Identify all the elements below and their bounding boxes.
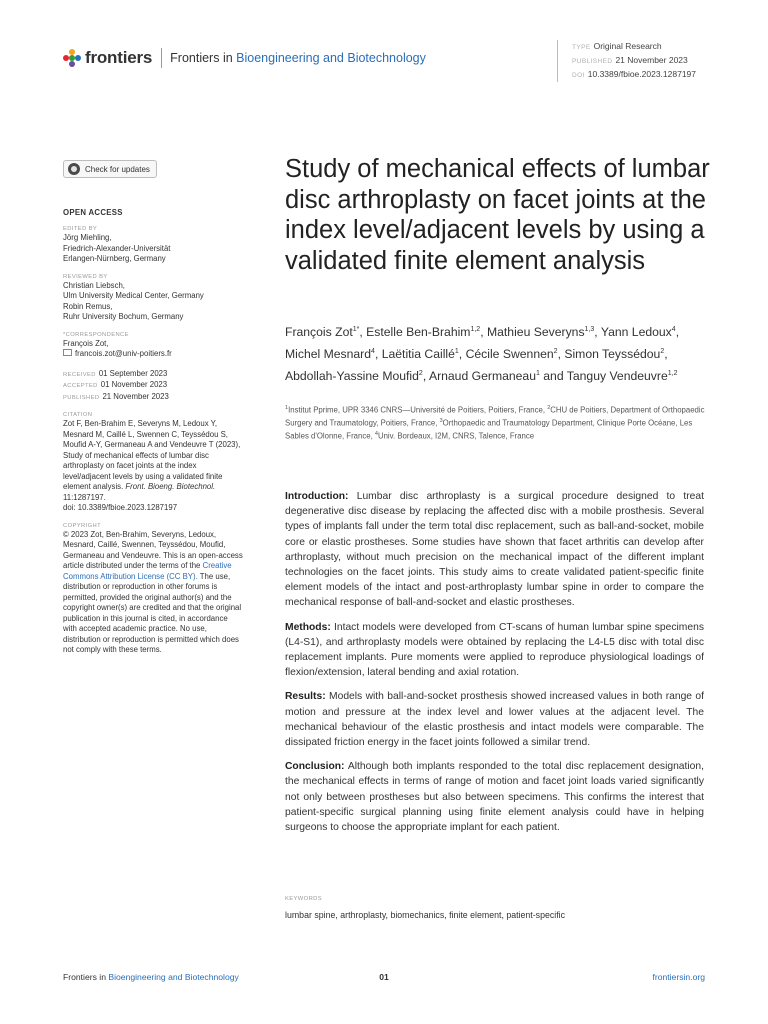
journal-prefix: Frontiers in xyxy=(170,51,237,65)
affiliation: Univ. Bordeaux, I2M, CNRS, Talence, France xyxy=(377,431,535,441)
author-sup: 4 xyxy=(371,348,375,356)
reviewed-by xyxy=(63,281,243,323)
abstract-introduction xyxy=(285,489,704,611)
affiliation-sup: 4 xyxy=(374,431,378,438)
author-name: Laëtitia Caillé xyxy=(381,347,455,362)
copyright-text: The use, distribution or reproduction in other forums is permitted, provided the original author(s) and the copyright owner(s) are credited and that the original publication in this journal is cited, in accordance with accepted academic practice. No use, distribution or reproduction is permitted which does not comply with these terms. xyxy=(63,571,242,654)
affiliation: CHU de Poitiers, Department of Orthopaedic Surgery and Traumatology, Poitiers, France, xyxy=(285,405,705,428)
author-sup: 1 xyxy=(454,348,459,356)
author-name: Estelle Ben-Brahim xyxy=(366,325,471,340)
correspondence-name: François Zot, xyxy=(63,338,109,348)
author[interactable] xyxy=(285,347,375,361)
abstract-label: Methods: xyxy=(285,621,331,633)
abstract-results xyxy=(285,689,704,750)
author[interactable] xyxy=(429,369,540,383)
affiliation: Orthopaedic and Traumatology Department, Clinique Porte Océane, Les Sables d'Olonne, France, xyxy=(285,418,693,441)
author-sup: 1,3 xyxy=(584,326,595,333)
reviewer-name: Christian Liebsch, xyxy=(63,280,125,290)
copyright xyxy=(63,530,243,656)
meta-value: 21 November 2023 xyxy=(615,55,688,65)
author[interactable] xyxy=(601,325,676,339)
header-divider xyxy=(161,48,162,68)
journal-title[interactable] xyxy=(170,51,426,65)
date-accepted xyxy=(63,380,243,392)
correspondence-email-row[interactable] xyxy=(63,349,243,360)
editor-affiliation: Friedrich-Alexander-Universität xyxy=(63,243,171,253)
edited-by-key: EDITED BY xyxy=(63,226,98,232)
reviewer-affiliation: Ulm University Medical Center, Germany xyxy=(63,291,204,300)
affiliations xyxy=(285,403,710,442)
meta-key: PUBLISHED xyxy=(572,58,613,65)
license-link[interactable]: Creative Commons Attribution License (CC BY). xyxy=(63,561,232,581)
meta-doi[interactable] xyxy=(572,68,696,82)
abstract-text: Intact models were developed from CT-scans of human lumbar spine specimens (L4-S1), and arthroplasty models were obtained by replacing the L4-L5 disc with total disc replacement implants. Pure moments were applied to reproduce physiological loadings of flexion/extension, lateral bending and axial rotation. xyxy=(285,621,704,679)
keywords: lumbar spine, arthroplasty, biomechanics, finite element, patient-specific xyxy=(285,910,566,920)
author[interactable] xyxy=(567,369,678,383)
author-sup: 1 xyxy=(535,370,540,378)
citation-doi[interactable]: doi: 10.3389/fbioe.2023.1287197 xyxy=(63,503,178,512)
author[interactable] xyxy=(466,347,558,361)
meta-value: Original Research xyxy=(593,41,662,51)
editor-name: Jörg Miehling, xyxy=(63,233,112,242)
author-name: Michel Mesnard xyxy=(285,347,372,362)
open-access-label: OPEN ACCESS xyxy=(63,208,123,217)
reviewer-affiliation: Ruhr University Bochum, Germany xyxy=(63,312,184,321)
author-sup: 1,2 xyxy=(470,326,481,333)
keywords-key: KEYWORDS xyxy=(285,896,323,902)
author-list: François Zot$^{1*}$, Estelle Ben-Brahim$^{1,2}$, Mathieu Severyns$^{1,3}$, Yann Ledoux$^4$, Michel Mesnard$^4$, Laëtitia Caillé$^1$, Cécile Swennen$^2$, Simon Teyssédou$^2$, Abdollah-Yassine Moufid$^2$, Arnaud Germaneau$^1$ and Tanguy Vendeuvre$^{1,2}$ xyxy=(285,325,680,384)
frontiers-logo[interactable] xyxy=(63,47,426,69)
citation xyxy=(63,419,243,514)
abstract xyxy=(285,489,704,844)
reviewed-by-key: REVIEWED BY xyxy=(63,273,108,280)
author-name: Yann Ledoux xyxy=(600,325,672,340)
doi-link[interactable]: 10.3389/fbioe.2023.1287197 xyxy=(587,69,697,79)
article-title: Study of mechanical effects of lumbar disc arthroplasty on facet joints at the index level/adjacent levels by using a validated finite element analysis xyxy=(285,155,710,275)
abstract-text: Lumbar disc arthroplasty is a surgical procedure designed to treat degenerative disc disease by replacing the affected disc with a mobile prosthesis. Several types of implants fall under the term total disc replacement, such as ball-and-socket, mobile core or elastic prostheses. Some studies have shown that facet arthritis can develop after arthroplasty, without much precision on the mechanical impact of the different implant technologies on the facet joints. This study aims to create validated patient-specific finite element models of the intact and post-arthroplasty lumbar spine in order to compare the mechanical response of ball-and-socket and elastic prostheses. xyxy=(285,491,704,609)
abstract-conclusion xyxy=(285,759,704,835)
meta-published xyxy=(572,54,696,68)
editor-affiliation: Erlangen-Nürnberg, Germany xyxy=(63,254,166,263)
abstract-methods xyxy=(285,620,704,681)
author-sup: 2 xyxy=(660,348,665,356)
correspondence-email[interactable]: francois.zot@univ-poitiers.fr xyxy=(75,349,172,358)
abstract-label: Conclusion: xyxy=(285,761,345,773)
date-received xyxy=(63,369,243,381)
citation-text: Zot F, Ben-Brahim E, Severyns M, Ledoux Y, Mesnard M, Caillé L, Swennen C, Teyssédou S, Moufid A-Y, Germaneau A and Vendeuvre T (2023), Study of mechanical effects of lumbar disc arthroplasty on facet joints at the index level/adjacent levels by using a validated finite element analysis. xyxy=(63,419,241,491)
mail-icon xyxy=(63,349,72,356)
author-name: Simon Teyssédou xyxy=(564,347,661,362)
footer-journal-name: Bioengineering and Biotechnology xyxy=(108,972,239,982)
page-footer xyxy=(63,972,705,984)
meta-key: TYPE xyxy=(572,44,591,51)
article-meta xyxy=(557,40,696,82)
reviewer-name: Robin Remus, xyxy=(63,301,113,311)
abstract-label: Results: xyxy=(285,691,326,703)
correspondence-key: *CORRESPONDENCE xyxy=(63,331,129,338)
author-name: François Zot xyxy=(285,325,353,340)
abstract-label: Introduction: xyxy=(285,491,349,502)
abstract-text: Models with ball-and-socket prosthesis showed increased values in both range of motion and pressure at the index level and lower values at the adjacent level. The mechanical behaviour of the elastic prosthesis and intact models were comparable. The dissipated friction energy in the facet joints followed a similar trend. xyxy=(285,691,704,749)
author-name: Tanguy Vendeuvre xyxy=(566,369,668,384)
copyright-text: © 2023 Zot, Ben-Brahim, Severyns, Ledoux, Mesnard, Caillé, Swennen, Teyssédou, Moufid, Germaneau and Vendeuvre. This is an open-access article distributed under the terms of the xyxy=(63,529,243,570)
page-number: 01 xyxy=(379,972,389,982)
date-key: ACCEPTED xyxy=(63,383,98,389)
date-value: 01 September 2023 xyxy=(98,368,168,378)
author-sup: 1* xyxy=(352,326,360,333)
copyright-key: COPYRIGHT xyxy=(63,522,102,529)
edited-by xyxy=(63,233,243,265)
author[interactable] xyxy=(285,325,359,339)
affiliation-sup: 3 xyxy=(439,418,443,425)
meta-type xyxy=(572,40,696,54)
dates xyxy=(63,369,243,404)
citation-volume: 11:1287197. xyxy=(63,492,106,502)
author[interactable] xyxy=(382,347,459,361)
correspondence xyxy=(63,339,243,360)
author-name: Cécile Swennen xyxy=(465,347,554,362)
author[interactable] xyxy=(366,325,480,339)
updates-label: Check for updates xyxy=(85,164,150,174)
meta-key: DOI xyxy=(572,72,585,79)
author-name: Arnaud Germaneau xyxy=(428,369,536,384)
updates-icon xyxy=(68,163,80,175)
affiliation-sup: 2 xyxy=(547,405,551,411)
citation-journal: Front. Bioeng. Biotechnol. xyxy=(125,482,216,491)
journal-name: Bioengineering and Biotechnology xyxy=(236,51,426,65)
date-value: 01 November 2023 xyxy=(100,380,168,389)
check-for-updates-button[interactable] xyxy=(63,160,157,178)
affiliation-sup: 1 xyxy=(285,405,289,411)
author-sup: 2 xyxy=(553,348,558,356)
date-value: 21 November 2023 xyxy=(102,391,169,401)
affiliation: Institut Pprime, UPR 3346 CNRS—Université de Poitiers, Poitiers, France, xyxy=(288,405,548,415)
date-key: RECEIVED xyxy=(63,371,96,378)
author[interactable] xyxy=(285,369,423,383)
abstract-text: Although both implants responded to the total disc replacement designation, the mechanical effects in terms of range of motion and facet joint loads varied significantly not only between prostheses but also between specimens. This confirms the interest that patient-specific surgical planning using finite element analysis could have in helping surgeons to choose the appropriate implant for each patient. xyxy=(285,761,704,834)
brand-name: frontiers xyxy=(85,48,153,67)
author-sup: 2 xyxy=(418,370,423,378)
date-published xyxy=(63,392,243,404)
author-name: Mathieu Severyns xyxy=(486,325,585,340)
frontiers-logo-icon xyxy=(63,49,81,67)
author[interactable] xyxy=(487,325,594,339)
footer-journal-prefix: Frontiers in xyxy=(63,972,109,982)
author-name: Abdollah-Yassine Moufid xyxy=(285,369,419,384)
date-key: PUBLISHED xyxy=(63,394,100,401)
site-link[interactable]: frontiersin.org xyxy=(652,972,705,982)
author-sup: 1,2 xyxy=(667,370,678,378)
author[interactable] xyxy=(564,347,664,361)
citation-key: CITATION xyxy=(63,412,93,418)
sidebar xyxy=(63,160,243,656)
author-sup: 4 xyxy=(671,326,676,333)
